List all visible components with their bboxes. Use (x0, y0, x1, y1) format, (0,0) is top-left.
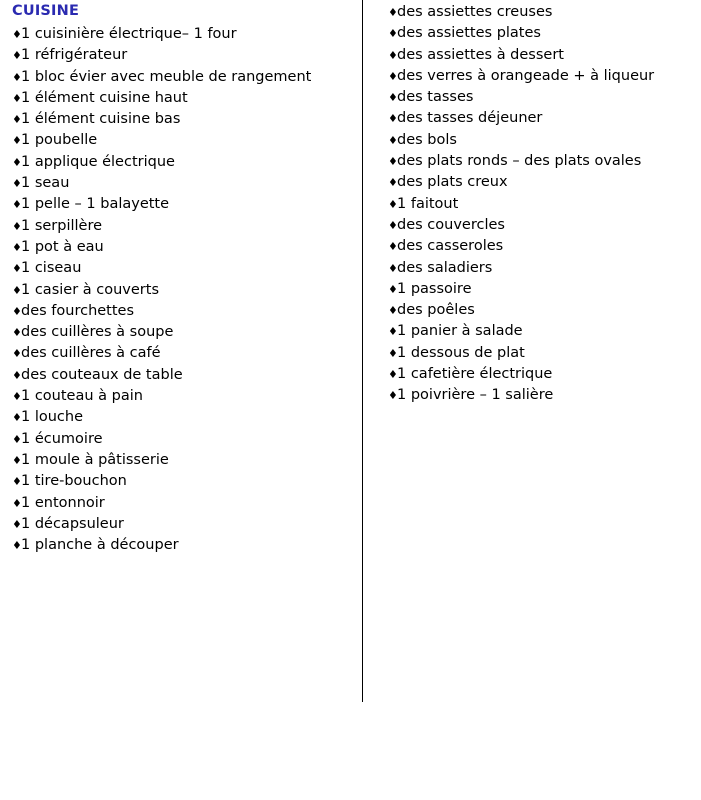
bullet-icon: ♦ (12, 177, 22, 191)
list-item-label: des plats creux (397, 174, 508, 191)
bullet-icon: ♦ (12, 262, 22, 276)
bullet-icon: ♦ (12, 347, 22, 361)
list-item (12, 280, 362, 301)
bullet-icon: ♦ (388, 155, 398, 169)
list-item (12, 322, 362, 343)
list-item (12, 471, 362, 492)
list-item (12, 407, 362, 428)
list-item (12, 429, 362, 450)
list-item-label: des verres à orangeade + à liqueur (397, 67, 655, 84)
list-item (388, 108, 701, 129)
list-item (12, 45, 362, 66)
bullet-icon: ♦ (388, 27, 398, 41)
list-item (388, 23, 701, 44)
bullet-icon: ♦ (388, 176, 398, 190)
list-item-label: 1 tire-bouchon (21, 473, 127, 490)
list-item-label: 1 couteau à pain (21, 388, 143, 405)
list-item-label: des assiettes creuses (397, 4, 553, 20)
bullet-icon: ♦ (388, 261, 398, 275)
list-item-label: 1 casier à couverts (21, 281, 159, 298)
list-item-label: des couteaux de table (21, 366, 183, 383)
list-item (12, 173, 362, 194)
bullet-icon: ♦ (12, 517, 22, 531)
right-column (362, 0, 701, 407)
bullet-icon: ♦ (388, 91, 398, 105)
bullet-icon: ♦ (388, 6, 398, 19)
bullet-icon: ♦ (388, 325, 398, 339)
list-item-label: 1 élément cuisine haut (21, 89, 188, 106)
bullet-icon: ♦ (388, 112, 398, 126)
bullet-icon: ♦ (12, 390, 22, 404)
bullet-icon: ♦ (388, 133, 398, 147)
list-item (12, 216, 362, 237)
list-item (12, 301, 362, 322)
list-item-label: 1 poivrière – 1 salière (397, 387, 554, 404)
list-item-label: 1 panier à salade (397, 323, 523, 340)
bullet-icon: ♦ (12, 368, 22, 382)
list-item-label: 1 seau (21, 175, 70, 192)
bullet-icon: ♦ (12, 91, 22, 105)
list-item (388, 300, 701, 321)
list-item-label: 1 dessous de plat (397, 344, 525, 361)
bullet-icon: ♦ (388, 69, 398, 83)
list-item-label: des tasses (397, 89, 474, 106)
list-item-label: des plats ronds – des plats ovales (397, 153, 642, 170)
list-item-label: 1 cuisinière électrique– 1 four (21, 26, 237, 42)
list-item-label: des cuillères à café (21, 345, 161, 362)
bullet-icon: ♦ (388, 282, 398, 296)
bullet-icon: ♦ (12, 496, 22, 510)
list-item (388, 321, 701, 342)
list-item-label: 1 ciseau (21, 260, 82, 277)
list-item-label: des assiettes à dessert (397, 46, 564, 63)
list-item-label: des fourchettes (21, 302, 135, 319)
list-item (388, 258, 701, 279)
bullet-icon: ♦ (12, 539, 22, 553)
list-item (388, 172, 701, 193)
list-item-label: 1 applique électrique (21, 153, 175, 170)
list-item (388, 236, 701, 257)
bullet-icon: ♦ (12, 70, 22, 84)
list-item-label: 1 moule à pâtisserie (21, 451, 169, 468)
bullet-icon: ♦ (12, 49, 22, 63)
list-item (12, 450, 362, 471)
page-title: CUISINE (12, 3, 80, 19)
list-item (12, 24, 362, 45)
bullet-icon: ♦ (12, 155, 22, 169)
bullet-icon: ♦ (12, 304, 22, 318)
list-item-label: 1 cafetière électrique (397, 366, 553, 383)
bullet-icon: ♦ (12, 432, 22, 446)
bullet-icon: ♦ (388, 240, 398, 254)
list-item-label: 1 élément cuisine bas (21, 111, 181, 128)
list-item-label: 1 bloc évier avec meuble de rangement (21, 68, 312, 85)
left-column (0, 0, 362, 556)
bullet-icon: ♦ (388, 197, 398, 211)
list-item-label: 1 passoire (397, 280, 472, 297)
list-item (12, 88, 362, 109)
list-item (12, 67, 362, 88)
list-item (388, 385, 701, 406)
list-item-label: 1 écumoire (21, 430, 103, 447)
list-item-label: 1 louche (21, 409, 84, 426)
bullet-icon: ♦ (388, 304, 398, 318)
bullet-icon: ♦ (12, 475, 22, 489)
list-item-label: des saladiers (397, 259, 493, 276)
list-item (388, 66, 701, 87)
bullet-icon: ♦ (12, 134, 22, 148)
list-item (12, 237, 362, 258)
list-item-label: des bols (397, 131, 457, 148)
list-item-label: 1 faitout (397, 195, 459, 212)
list-item-label: des assiettes plates (397, 25, 541, 42)
bullet-icon: ♦ (12, 411, 22, 425)
list-item-label: 1 décapsuleur (21, 515, 124, 532)
list-item (12, 109, 362, 130)
list-item (12, 258, 362, 279)
list-item-label: des casseroles (397, 238, 504, 255)
list-item (12, 194, 362, 215)
list-item-label: 1 entonnoir (21, 494, 105, 511)
bullet-icon: ♦ (388, 368, 398, 382)
list-item (388, 2, 701, 23)
list-item-label: 1 pelle – 1 balayette (21, 196, 170, 213)
list-item (388, 151, 701, 172)
bullet-icon: ♦ (12, 326, 22, 340)
list-item (12, 493, 362, 514)
list-item (388, 87, 701, 108)
bullet-icon: ♦ (12, 283, 22, 297)
list-item-label: 1 serpillère (21, 217, 103, 234)
list-item-label: des cuillères à soupe (21, 324, 174, 341)
list-item (388, 45, 701, 66)
list-item (388, 194, 701, 215)
bullet-icon: ♦ (12, 198, 22, 212)
list-item (388, 343, 701, 364)
list-item-label: des tasses déjeuner (397, 110, 543, 127)
list-item-label: 1 pot à eau (21, 238, 104, 255)
list-item-label: 1 réfrigérateur (21, 47, 128, 64)
list-item (12, 343, 362, 364)
list-item-label: 1 planche à découper (21, 537, 179, 554)
bullet-icon: ♦ (12, 113, 22, 127)
left-column-list (12, 24, 362, 556)
list-item (12, 152, 362, 173)
list-item (388, 215, 701, 236)
bullet-icon: ♦ (12, 240, 22, 254)
list-item (388, 364, 701, 385)
list-item (12, 130, 362, 151)
list-item (12, 514, 362, 535)
bullet-icon: ♦ (12, 28, 22, 41)
list-item (388, 130, 701, 151)
list-item (388, 279, 701, 300)
bullet-icon: ♦ (388, 218, 398, 232)
list-item (12, 365, 362, 386)
bullet-icon: ♦ (388, 48, 398, 62)
bullet-icon: ♦ (12, 453, 22, 467)
list-item (12, 386, 362, 407)
bullet-icon: ♦ (388, 346, 398, 360)
bullet-icon: ♦ (12, 219, 22, 233)
list-item-label: des poêles (397, 302, 475, 319)
right-column-list (388, 2, 701, 407)
bullet-icon: ♦ (388, 389, 398, 403)
list-item-label: 1 poubelle (21, 132, 98, 149)
list-item (12, 535, 362, 556)
list-item-label: des couvercles (397, 216, 505, 233)
